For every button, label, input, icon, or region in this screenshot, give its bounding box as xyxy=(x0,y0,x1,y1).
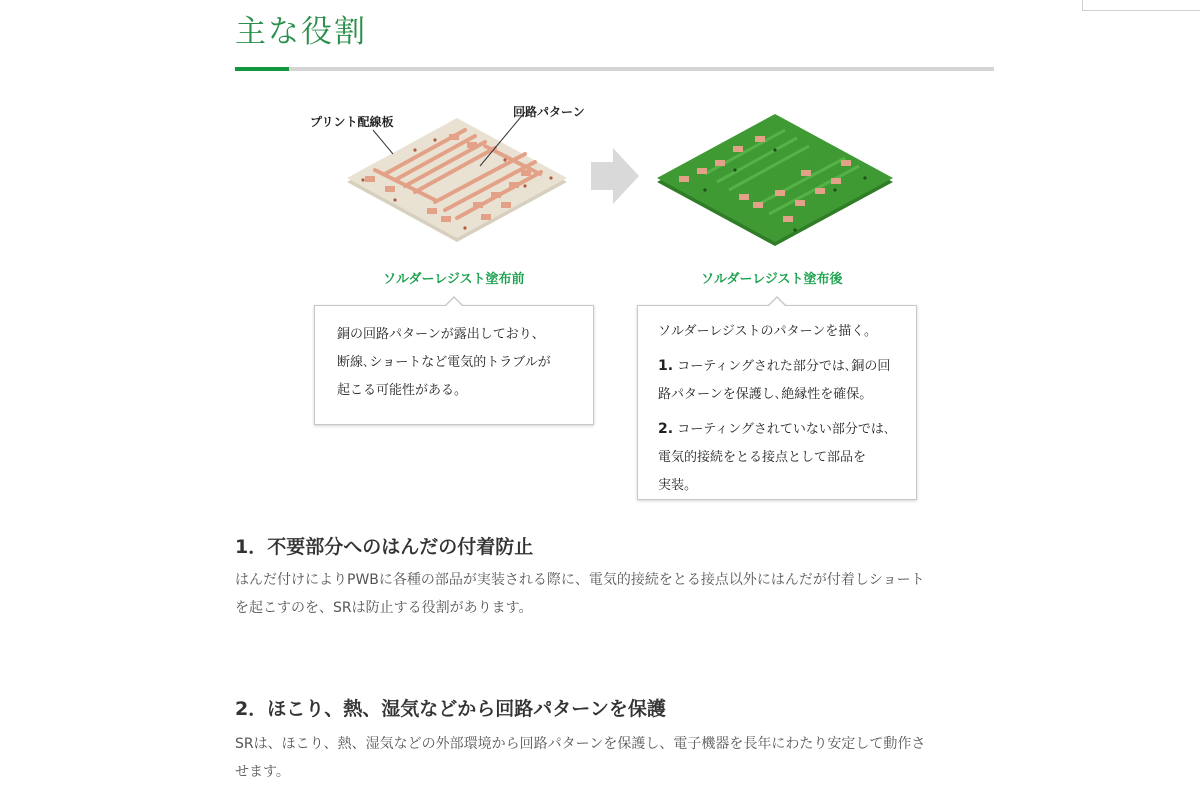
after-coating-description-box xyxy=(637,305,917,500)
section-2-line-2: せます。 xyxy=(235,764,290,780)
after-desc-intro: ソルダーレジストのパターンを描く。 xyxy=(658,324,877,339)
after-desc-item-1 xyxy=(658,352,916,409)
section-2-line-1: SRは、ほこり、熱、湿気などの外部環境から回路パターンを保護し、電子機器を長年にわたり安定して動作さ xyxy=(235,736,926,752)
item-2-line-1: コーティングされていない部分では､ xyxy=(677,422,891,437)
item-1-number: 1. xyxy=(658,358,674,374)
label-circuit-pattern: 回路パターン xyxy=(513,105,585,119)
item-2-number: 2. xyxy=(658,421,674,437)
page-title: 主な役割 xyxy=(235,14,367,50)
caption-before-coating: ソルダーレジスト塗布前 xyxy=(383,272,525,287)
before-desc-line-1: 銅の回路パターンが露出しており、 xyxy=(337,327,545,342)
label-printed-wiring-board: プリント配線板 xyxy=(310,115,394,129)
bare-pcb-image xyxy=(347,112,567,242)
before-coating-description-box xyxy=(314,305,594,425)
solder-resist-figure xyxy=(235,90,995,510)
section-heading-pattern-protection: 2．ほこり、熱、湿気などから回路パターンを保護 xyxy=(235,698,666,720)
after-desc-item-2 xyxy=(658,415,916,500)
item-2-line-2: 電気的接続をとる接点として部品を xyxy=(658,450,867,465)
section-1-line-1: はんだ付けによりPWBに各種の部品が実装される際に、電気的接続をとる接点以外にはんだが付着しショート xyxy=(235,572,925,588)
caption-after-coating: ソルダーレジスト塗布後 xyxy=(701,272,843,287)
title-underline xyxy=(235,67,994,71)
before-desc-line-3: 起こる可能性がある。 xyxy=(337,383,468,398)
item-1-line-1: コーティングされた部分では､銅の回 xyxy=(677,359,891,374)
section-1-line-2: を起こすのを、SRは防止する役割があります。 xyxy=(235,600,533,616)
section-heading-solder-prevention: 1．不要部分へのはんだの付着防止 xyxy=(235,536,534,558)
section-body-pattern-protection xyxy=(235,730,995,786)
process-arrow-icon xyxy=(591,148,639,204)
section-body-solder-prevention xyxy=(235,566,995,622)
top-right-panel-edge xyxy=(1082,0,1200,11)
item-2-line-3: 実装。 xyxy=(658,478,698,493)
coated-pcb-image xyxy=(657,114,893,246)
before-desc-line-2: 断線､ショートなど電気的トラブルが xyxy=(337,355,551,370)
item-1-line-2: 路パターンを保護し､絶縁性を確保。 xyxy=(658,387,873,402)
title-underline-accent xyxy=(235,67,289,71)
